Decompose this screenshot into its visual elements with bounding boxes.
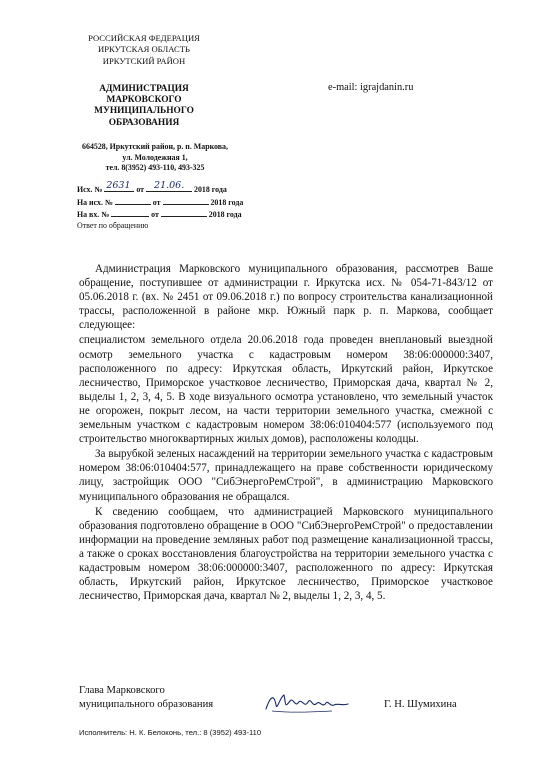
outgoing-row (77, 180, 243, 196)
address-line: тел. 8(3952) 493-110, 493-325 (105, 163, 205, 173)
region-line: ИРКУТСКАЯ ОБЛАСТЬ (98, 44, 190, 55)
org-line: МАРКОВСКОГО (106, 95, 182, 106)
signatory-title-line2: муниципального образования (79, 699, 214, 710)
reference-label: На исх. № (77, 197, 113, 207)
incoming-from-label: от (151, 210, 159, 220)
incoming-label: На вх. № (77, 210, 110, 220)
outgoing-year: 2018 года (194, 185, 227, 194)
reference-from-label: от (152, 197, 161, 207)
org-line: ОБРАЗОВАНИЯ (108, 117, 180, 128)
executor-line: Исполнитель: Н. К. Белоконь, тел.: 8 (3952) 493-110 (79, 728, 262, 737)
email-line: e-mail: igrajdanin.ru (328, 82, 414, 93)
letter-body (79, 262, 493, 604)
paragraph-notice: К сведению сообщаем, что администрацией Марковского муниципального образования подготовлено обращение в ООО "СибЭнергоРемСтрой" о предоставлении информации на проведение земляных работ под размещение канализационной трассы, а также о сроках восстановления благоустройства на территории земельного участка с кадастровым номером 38:06:000000:3407, расположенного по адресу: Иркутская область, Иркутский район, Иркутское лесничество, Приморское участковое лесничество, Приморская дача, квартал № 2, выделы 1, 2, 3, 4, 5. (79, 505, 493, 603)
paragraph-intro: Администрация Марковского муниципального образования, рассмотрев Ваше обращение, поступившее от администрации г. Иркутска исх. № 054-71-843/12 от 05.06.2018 г. (вх. № 2451 от 09.06.2018 г.) по вопросу строительства канализационной трассы, расположенной в районе мкр. Южный парк р. п. Маркова, сообщает следующее: (79, 263, 493, 332)
outgoing-date-field (146, 180, 192, 192)
reply-row: Ответ по обращению (77, 220, 149, 230)
incoming-year: 2018 года (208, 210, 242, 220)
paragraph-clearing: За вырубкой зеленых насаждений на территории земельного участка с кадастровым номером 38:06:010404:577, принадлежащего на праве собственности юридическому лицу, застройщик ООО "СибЭнергоРемСтрой", в администрацию Марковского муниципального образования не обращался. (79, 448, 493, 503)
reference-number-field (115, 196, 151, 205)
incoming-date-field (161, 208, 207, 217)
address-line: ул. Молодежная 1, (122, 152, 188, 162)
handwritten-signature (262, 687, 358, 717)
signatory-title-line1: Глава Марковского (79, 685, 165, 696)
signatory-name: Г. Н. Шумихина (384, 699, 457, 710)
outgoing-number: 2631 (106, 180, 131, 192)
letterhead-state-block (74, 33, 214, 67)
org-line: АДМИНИСТРАЦИЯ (99, 84, 189, 94)
address-line: 664528, Иркутский район, р. п. Маркова, (82, 142, 228, 151)
incoming-number-field (111, 208, 149, 217)
reference-year: 2018 года (210, 197, 244, 207)
signatory-title (79, 684, 213, 712)
outgoing-date: 21.06. (154, 180, 185, 192)
reference-date-field (163, 196, 209, 205)
organization-name (74, 84, 214, 129)
reference-row (77, 196, 243, 209)
registry-block (77, 180, 244, 231)
outgoing-from-label: от (136, 185, 145, 194)
org-line: МУНИЦИПАЛЬНОГО (94, 106, 194, 117)
outgoing-number-field (104, 180, 134, 192)
paragraph-inspection: специалистом земельного отдела 20.06.2018 года проведен внеплановый выездной осмотр земельного участка с кадастровым номером 38:06:000000:3407, расположенного по адресу: Иркутская область, Иркутский район, Иркутское лесничество, Приморское участковое лесничество, Приморская дача, квартал № 2, выделы 1, 2, 3, 4, 5. В ходе визуального осмотра установлено, что земельный участок не огорожен, покрыт лесом, на части территории земельного участка, смежной с земельным участком с кадастровым номером 38:06:010404:577 (используемого под строительство многоквартирных жилых домов), расположены колодцы. (79, 334, 493, 446)
incoming-row (77, 208, 243, 221)
org-address (70, 142, 240, 174)
outgoing-label: Исх. № (77, 185, 103, 194)
country-line: РОССИЙСКАЯ ФЕДЕРАЦИЯ (88, 33, 200, 43)
district-line: ИРКУТСКИЙ РАЙОН (102, 55, 186, 66)
